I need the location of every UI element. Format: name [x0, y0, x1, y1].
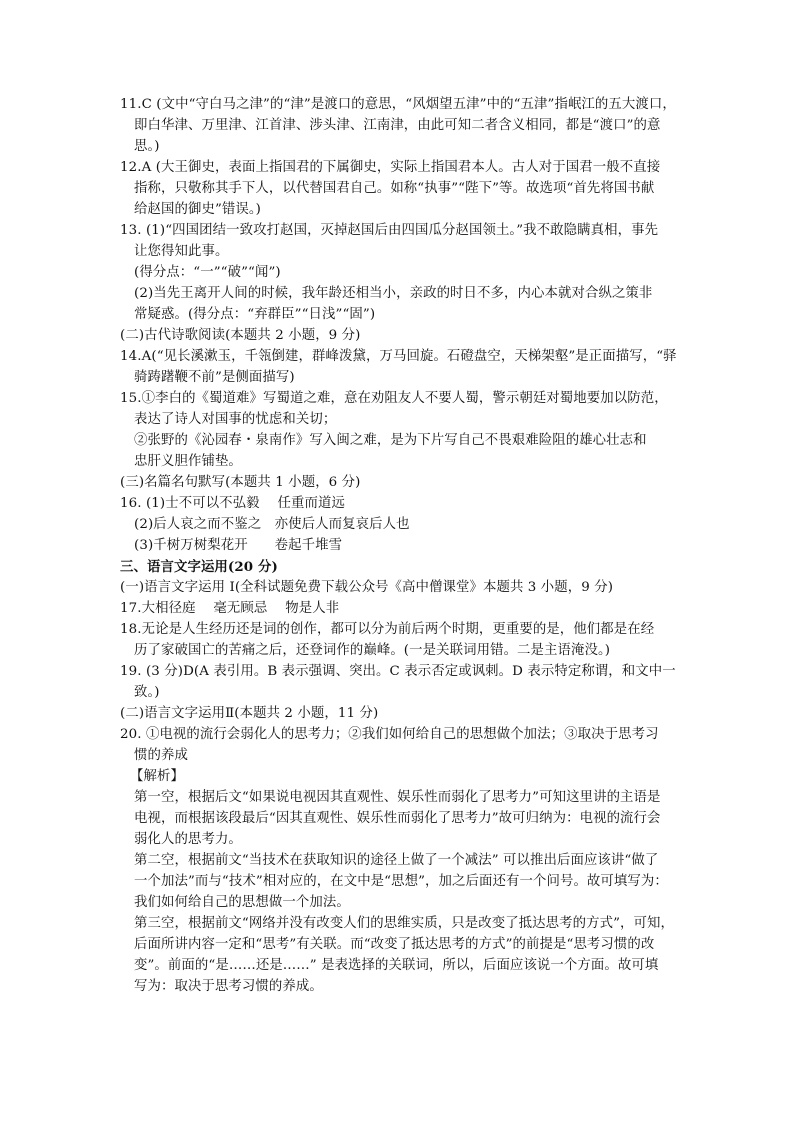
analysis-p3-line-1: 第三空，根据前文“网络并没有改变人们的思维实质，只是改变了抵达思考的方式”，可知，	[134, 916, 675, 931]
analysis-p2-line-3: 我们如何给自己的思想做一个加法。	[134, 895, 350, 910]
answer-11-line-2: 即白华津、万里津、江首津、涉头津、江南津，由此可知二者含义相同，都是“渡口”的意	[134, 118, 661, 133]
subsection-language-2-heading: (二)语言文字运用Ⅱ(本题共 2 小题，11 分)	[120, 706, 379, 721]
answer-13-line-4: (2)当先王离开人间的时候，我年龄还相当小，亲政的时日不多，内心本就对合纵之策非	[134, 286, 653, 301]
answer-18-line-1: 18.无论是人生经历还是词的创作，都可以分为前后两个时期，更重要的是，他们都是在经	[120, 622, 655, 637]
answer-12-line-1: 12.A (大王御史，表面上指国君的下属御史，实际上指国君本人。古人对于国君一般不直接	[120, 160, 661, 175]
answer-16-line-3: (3)千树万树梨花开 卷起千堆雪	[134, 538, 343, 553]
analysis-p1-line-2: 电视，而根据该段最后“因其直观性、娱乐性而弱化了思考力”故可归纳为：电视的流行会	[134, 811, 661, 826]
analysis-p1-line-3: 弱化人的思考力。	[134, 832, 242, 847]
section-language-heading: 三、语言文字运用(20 分)	[120, 559, 278, 575]
answer-19-line-1: 19. (3 分)D(A 表引用。B 表示强调、突出。C 表示否定或讽刺。D 表示特定称谓，和文中一	[120, 664, 676, 679]
subsection-language-1-heading: (一)语言文字运用 Ⅰ(全科试题免费下载公众号《高中僧课堂》本题共 3 小题，9 分)	[120, 580, 614, 595]
section-dictation-heading: (三)名篇名句默写(本题共 1 小题，6 分)	[120, 475, 361, 490]
analysis-p3-line-4: 写为：取决于思考习惯的养成。	[134, 979, 323, 994]
answer-13-line-2: 让您得知此事。	[134, 244, 229, 259]
answer-13-scoring-1: (得分点：“一”“破”“闻”)	[134, 265, 281, 280]
answer-15-line-1: 15.①李白的《蜀道难》写蜀道之难，意在劝阻友人不要人蜀，警示朝廷对蜀地要加以防范，	[120, 391, 668, 406]
answer-15-line-2: 表达了诗人对国事的忧虑和关切；	[134, 412, 337, 427]
answer-15-line-4: 忠肝义胆作铺垫。	[134, 454, 242, 469]
analysis-p3-line-2: 后面所讲内容一定和“思考”有关联。而“改变了抵达思考的方式”的前提是“思考习惯的改	[134, 937, 655, 952]
answer-12-line-2: 指称，只敬称其手下人，以代替国君自己。如称“执事”“陛下”等。故选项“首先将国书献	[134, 181, 655, 196]
answer-17: 17.大相径庭 毫无顾忌 物是人非	[120, 601, 340, 616]
answer-14-line-1: 14.A(“见长溪漱玉，千瓴倒建，群峰泼黛，万马回旋。石磴盘空，天梯架壑”是正面描写，“驿	[120, 349, 677, 364]
analysis-p2-line-2: 一个加法”而与“技术”相对应的，在文中是“思想”，加之后面还有一个问号。故可填写为：	[134, 874, 668, 889]
answer-13-line-1: 13. (1)“四国团结一致攻打赵国，灭掉赵国后由四国瓜分赵国领土。”我不敢隐瞒真相，事先	[120, 223, 659, 238]
answer-20-line-1: 20. ①电视的流行会弱化人的思考力；②我们如何给自己的思想做个加法；③取决于思考习	[120, 727, 659, 742]
analysis-p1-line-1: 第一空，根据后文“如果说电视因其直观性、娱乐性而弱化了思考力”可知这里讲的主语是	[134, 790, 661, 805]
answer-19-line-2: 致。)	[134, 685, 160, 700]
analysis-p3-line-3: 变”。前面的“是……还是……” 是表选择的关联词，所以，后面应该说一个方面。故可填	[134, 958, 659, 973]
answer-20-line-2: 惯的养成	[134, 748, 188, 763]
answer-12-line-3: 给赵国的御史”错误。)	[134, 202, 261, 217]
answer-18-line-2: 历了家破国亡的苦痛之后，还登词作的巅峰。(一是关联词用错。二是主语淹没。)	[134, 643, 611, 658]
analysis-p2-line-1: 第二空，根据前文“当技术在获取知识的途径上做了一个减法” 可以推出后面应该讲“做了	[134, 853, 659, 868]
answer-11-line-1: 11.C (文中“守白马之津”的“津”是渡口的意思，“风烟望五津”中的“五津”指岷江的五大渡口，	[120, 97, 676, 112]
answer-16-line-1: 16. (1)士不可以不弘毅 任重而道远	[120, 496, 345, 511]
section-poetry-heading: (二)古代诗歌阅读(本题共 2 小题，9 分)	[120, 328, 361, 343]
answer-11-line-3: 思。)	[134, 139, 160, 154]
analysis-label: 【解析】	[130, 769, 184, 784]
answer-14-line-2: 骑踌躇鞭不前”是侧面描写)	[134, 370, 295, 385]
answer-16-line-2: (2)后人哀之而不鉴之 亦使后人而复哀后人也	[134, 517, 410, 532]
answer-13-line-5: 常疑惑。(得分点：“弃群臣”“日浅”“固”)	[134, 307, 376, 322]
answer-15-line-3: ②张野的《沁园春・泉南作》写入闽之难，是为下片写自己不畏艰难险阻的雄心壮志和	[134, 433, 647, 448]
